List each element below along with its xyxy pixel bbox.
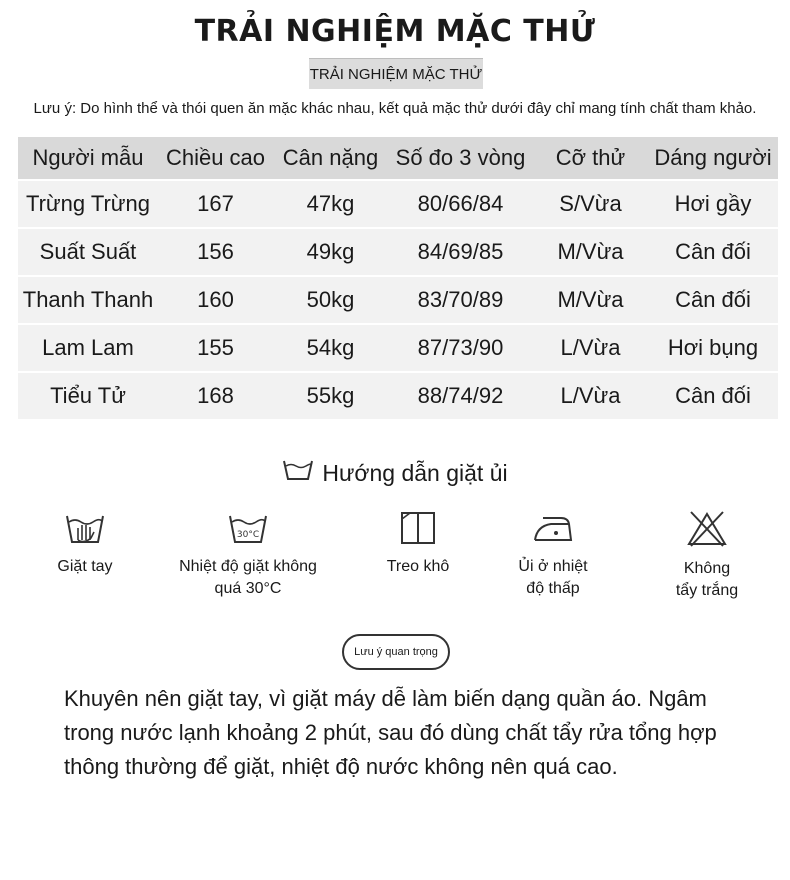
table-cell: Cân đối: [648, 228, 778, 276]
column-header: Người mẫu: [18, 137, 158, 180]
table-cell: Hơi bụng: [648, 324, 778, 372]
care-advice-text: Khuyên nên giặt tay, vì giặt máy dễ làm biến dạng quần áo. Ngâm trong nước lạnh khoảng 2 phút, sau đó dùng chất tẩy rửa tổng hợp thông thường để giặt, nhiệt độ nước không nên quá cao.: [64, 686, 717, 779]
table-cell: S/Vừa: [533, 180, 648, 228]
care-label: Nhiệt độ giặt không quá 30°C: [179, 558, 317, 597]
care-label: Ủi ở nhiệt độ thấp: [518, 558, 588, 597]
care-label: Giặt tay: [57, 558, 113, 575]
table-cell: Cân đối: [648, 276, 778, 324]
table-cell: 50kg: [273, 276, 388, 324]
table-row: [18, 372, 778, 419]
wash-tub-icon: [282, 458, 314, 488]
table-cell: 49kg: [273, 228, 388, 276]
table-row: [18, 276, 778, 324]
column-header: Cân nặng: [273, 137, 388, 180]
hand-wash-icon: [64, 510, 106, 546]
table-cell: 55kg: [273, 372, 388, 419]
table-cell: Hơi gầy: [648, 180, 778, 228]
important-note-label: Lưu ý quan trọng: [354, 646, 438, 658]
table-cell: 168: [158, 372, 273, 419]
wash-30c-icon: [227, 510, 269, 546]
care-section-header: [0, 458, 790, 488]
table-cell: 47kg: [273, 180, 388, 228]
iron-low-icon: [531, 510, 575, 546]
table-row: [18, 180, 778, 228]
table-cell: 155: [158, 324, 273, 372]
care-item-hand-wash: [0, 510, 170, 578]
care-label: Không tẩy trắng: [675, 560, 739, 599]
subtitle-text: TRẢI NGHIỆM MẶC THỬ: [309, 65, 483, 83]
table-cell: Lam Lam: [18, 324, 158, 372]
table-cell: L/Vừa: [533, 324, 648, 372]
table-cell: 88/74/92: [388, 372, 533, 419]
table-cell: Tiểu Tử: [18, 372, 158, 419]
care-item-no-bleach: [622, 510, 790, 602]
table-cell: Trừng Trừng: [18, 180, 158, 228]
table-cell: 84/69/85: [388, 228, 533, 276]
table-cell: L/Vừa: [533, 372, 648, 419]
hang-dry-icon: [400, 510, 436, 546]
no-bleach-icon: [686, 510, 728, 548]
table-cell: 156: [158, 228, 273, 276]
table-cell: 160: [158, 276, 273, 324]
wash-temp-badge: 30°C: [236, 530, 260, 540]
important-note-button[interactable]: [342, 634, 450, 670]
table-cell: Cân đối: [648, 372, 778, 419]
care-item-wash-30: [163, 510, 333, 600]
table-row: [18, 228, 778, 276]
fit-note: Lưu ý: Do hình thể và thói quen ăn mặc khác nhau, kết quả mặc thử dưới đây chỉ mang tính chất tham khảo.: [33, 100, 757, 117]
column-header: Cỡ thử: [533, 137, 648, 180]
column-header: Chiều cao: [158, 137, 273, 180]
column-header: Số đo 3 vòng: [388, 137, 533, 180]
fit-table: [18, 137, 778, 419]
table-cell: Suất Suất: [18, 228, 158, 276]
care-section-title: Hướng dẫn giặt ủi: [322, 459, 508, 486]
subtitle-banner: [309, 58, 483, 89]
table-cell: M/Vừa: [533, 276, 648, 324]
table-cell: 80/66/84: [388, 180, 533, 228]
table-header-row: [18, 137, 778, 180]
page-title: TRẢI NGHIỆM MẶC THỬ: [194, 14, 596, 49]
column-header: Dáng người: [648, 137, 778, 180]
table-row: [18, 324, 778, 372]
care-item-iron-low: [468, 510, 638, 600]
table-cell: 167: [158, 180, 273, 228]
table-cell: 54kg: [273, 324, 388, 372]
table-cell: 83/70/89: [388, 276, 533, 324]
table-cell: 87/73/90: [388, 324, 533, 372]
table-cell: Thanh Thanh: [18, 276, 158, 324]
care-label: Treo khô: [386, 558, 450, 575]
table-cell: M/Vừa: [533, 228, 648, 276]
